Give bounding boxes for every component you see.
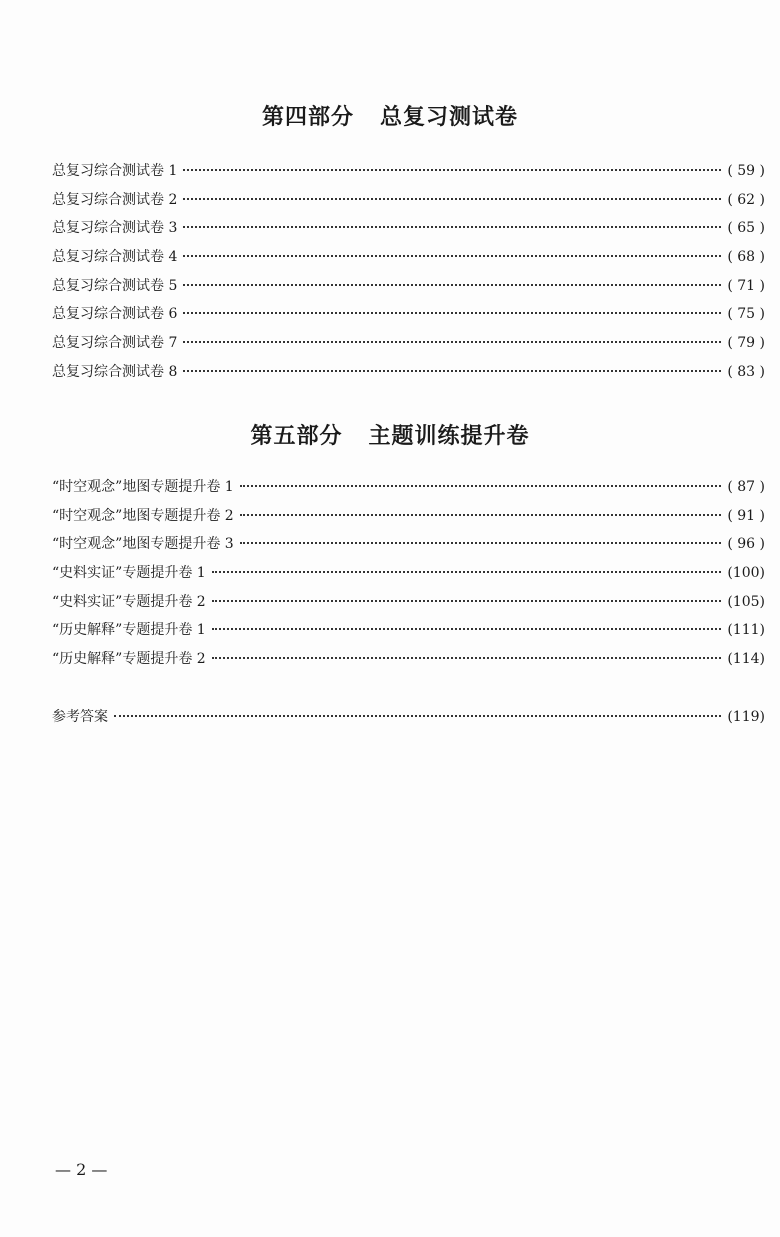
dot-leader	[183, 284, 721, 286]
toc-entry[interactable]	[52, 648, 765, 677]
toc-list-part-4	[52, 160, 765, 390]
toc-entry[interactable]	[52, 476, 765, 505]
dot-leader	[183, 226, 721, 228]
toc-entry-title: 总复习综合测试卷 7	[52, 335, 178, 352]
toc-entry-title: “史料实证”专题提升卷 1	[52, 565, 206, 582]
toc-entry[interactable]	[52, 246, 765, 275]
toc-entry-page: ( 87 )	[727, 479, 765, 495]
toc-entry-title: “时空观念”地图专题提升卷 1	[52, 479, 234, 495]
toc-list-part-5	[52, 476, 765, 677]
toc-entry[interactable]	[52, 562, 765, 591]
toc-entry-page: ( 83 )	[727, 363, 765, 380]
dot-leader	[240, 542, 722, 544]
toc-entry-title: “历史解释”专题提升卷 1	[52, 622, 206, 639]
toc-entry[interactable]	[52, 533, 765, 562]
toc-entry-answers[interactable]	[52, 706, 765, 735]
toc-entry-page: (114)	[727, 651, 765, 668]
dot-leader	[212, 628, 722, 630]
toc-entry-title: “时空观念”地图专题提升卷 2	[52, 507, 234, 524]
toc-entry-page: ( 71 )	[727, 277, 765, 294]
toc-entry-page: ( 75 )	[727, 306, 765, 323]
toc-entry[interactable]	[52, 303, 765, 332]
dot-leader	[183, 370, 721, 372]
toc-entry[interactable]	[52, 591, 765, 620]
toc-list-answers	[52, 706, 765, 735]
toc-entry[interactable]	[52, 160, 765, 189]
toc-entry-page: (100)	[727, 565, 765, 582]
page-number: — 2 —	[55, 1160, 108, 1179]
dot-leader	[183, 255, 721, 257]
toc-entry-title: “时空观念”地图专题提升卷 3	[52, 536, 234, 553]
toc-entry-title: 总复习综合测试卷 8	[52, 363, 178, 380]
toc-entry-page: ( 62 )	[727, 191, 765, 208]
toc-entry-title: 总复习综合测试卷 2	[52, 191, 178, 208]
dot-leader	[240, 485, 722, 487]
section-title-part-4: 第四部分 总复习测试卷	[262, 105, 518, 130]
dot-leader	[183, 341, 721, 343]
section-title-part-5: 第五部分 主题训练提升卷	[250, 424, 530, 449]
dot-leader	[183, 169, 721, 171]
toc-entry-page: ( 79 )	[727, 335, 765, 352]
toc-entry-page: (119)	[727, 709, 765, 725]
toc-entry[interactable]	[52, 619, 765, 648]
toc-entry-title: “史料实证”专题提升卷 2	[52, 593, 206, 610]
toc-entry-title: 总复习综合测试卷 1	[52, 163, 178, 179]
dot-leader	[212, 571, 722, 573]
toc-entry-page: ( 91 )	[727, 507, 765, 524]
toc-entry-page: ( 59 )	[727, 163, 765, 179]
dot-leader	[212, 657, 722, 659]
toc-entry-title: 总复习综合测试卷 5	[52, 277, 178, 294]
toc-entry-page: ( 65 )	[727, 220, 765, 237]
toc-entry-title: 总复习综合测试卷 4	[52, 249, 178, 266]
toc-entry-page: (111)	[727, 622, 765, 639]
dot-leader	[183, 198, 721, 200]
toc-entry-title: 参考答案	[52, 709, 108, 725]
toc-entry-title: 总复习综合测试卷 3	[52, 220, 178, 237]
toc-entry-page: ( 96 )	[727, 536, 765, 553]
toc-entry[interactable]	[52, 505, 765, 534]
toc-entry[interactable]	[52, 275, 765, 304]
toc-entry[interactable]	[52, 332, 765, 361]
toc-entry-page: ( 68 )	[727, 249, 765, 266]
dot-leader	[240, 514, 722, 516]
dot-leader	[114, 715, 721, 717]
toc-entry[interactable]	[52, 217, 765, 246]
toc-entry-title: “历史解释”专题提升卷 2	[52, 651, 206, 668]
toc-entry-title: 总复习综合测试卷 6	[52, 306, 178, 323]
dot-leader	[183, 312, 721, 314]
toc-entry-page: (105)	[727, 593, 765, 610]
toc-entry[interactable]	[52, 361, 765, 390]
dot-leader	[212, 600, 722, 602]
toc-entry[interactable]	[52, 189, 765, 218]
